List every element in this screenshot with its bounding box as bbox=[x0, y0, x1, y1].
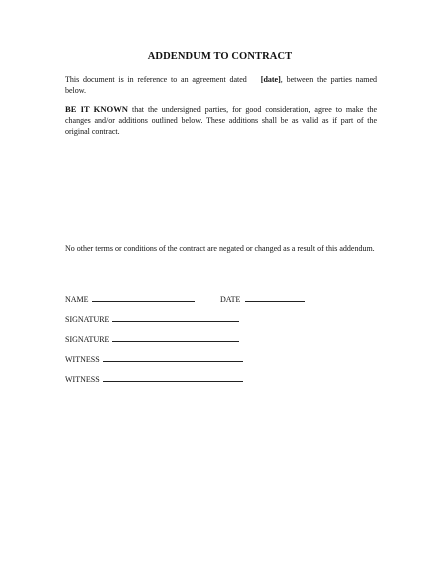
signature-row-2 bbox=[65, 333, 385, 353]
signature-fields bbox=[65, 293, 385, 393]
witness-line-2[interactable] bbox=[103, 373, 243, 382]
be-it-known-body: that the undersigned parties, for good consideration, agree to make the changes and/or additions outlined below. These additions shall be as valid as if part of the original contract. bbox=[65, 105, 377, 136]
name-date-row bbox=[65, 293, 385, 313]
intro-text-before-date: This document is in reference to an agreement dated bbox=[65, 75, 247, 84]
date-field bbox=[220, 293, 305, 304]
name-line[interactable] bbox=[92, 293, 195, 302]
date-line[interactable] bbox=[245, 293, 305, 302]
witness-label-1: WITNESS bbox=[65, 355, 100, 364]
be-it-known-paragraph bbox=[65, 104, 377, 137]
date-label: DATE bbox=[220, 295, 241, 304]
document-title: ADDENDUM TO CONTRACT bbox=[147, 51, 293, 62]
witness-line-1[interactable] bbox=[103, 353, 243, 362]
closing-paragraph: No other terms or conditions of the contract are negated or changed as a result of this addendum. bbox=[65, 244, 375, 253]
signature-label-1: SIGNATURE bbox=[65, 315, 110, 324]
signature-line-2[interactable] bbox=[112, 333, 239, 342]
witness-label-2: WITNESS bbox=[65, 375, 100, 384]
signature-line-1[interactable] bbox=[112, 313, 239, 322]
signature-row-1 bbox=[65, 313, 385, 333]
witness-row-1 bbox=[65, 353, 385, 373]
intro-paragraph bbox=[65, 74, 377, 96]
date-placeholder: [date] bbox=[260, 75, 281, 84]
intro-text-after-date: , between the parties named below. bbox=[65, 75, 378, 95]
name-label: NAME bbox=[65, 295, 89, 304]
signature-label-2: SIGNATURE bbox=[65, 335, 110, 344]
be-it-known-lead: BE IT KNOWN bbox=[65, 104, 129, 114]
witness-row-2 bbox=[65, 373, 385, 393]
